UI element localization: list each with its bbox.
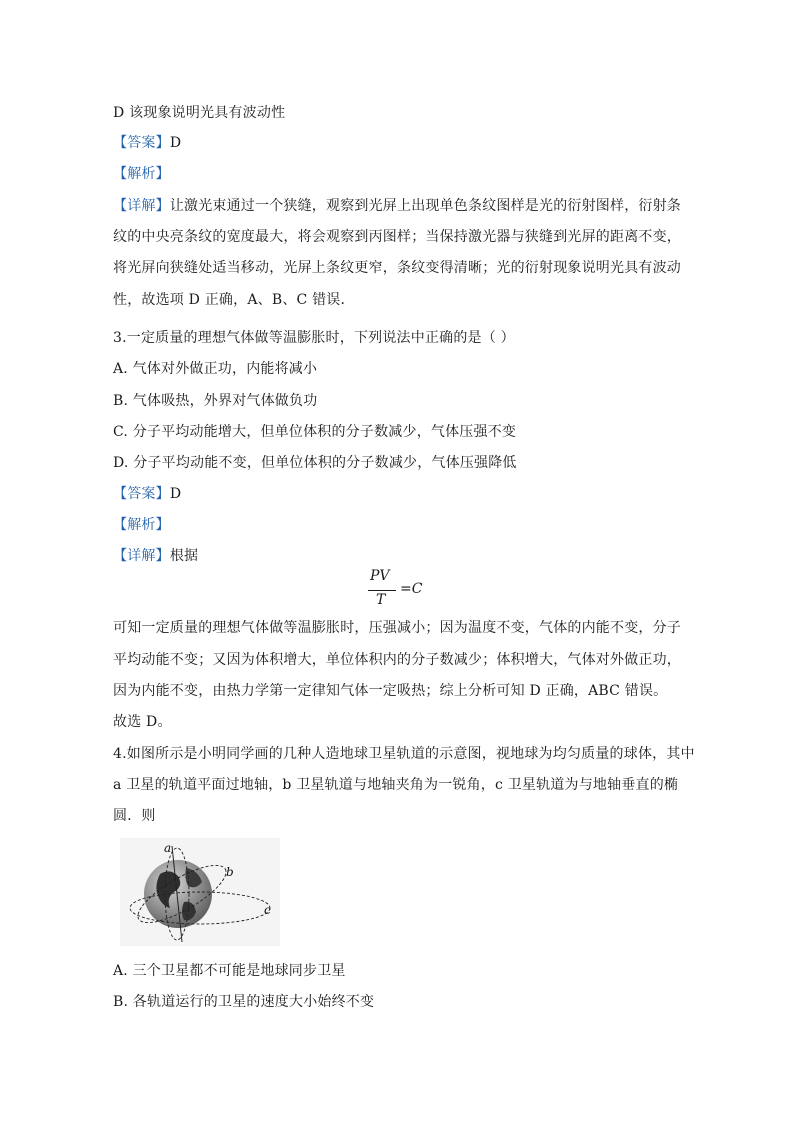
- text-line: [113, 515, 170, 535]
- text-line: [113, 712, 172, 732]
- text-line: [113, 484, 181, 504]
- line-text: 性，故选项 D 正确，A、B、C 错误．: [113, 292, 355, 308]
- satellite-orbits-figure: [120, 838, 280, 946]
- line-text: 因为内能不变，由热力学第一定律知气体一定吸热；综上分析可知 D 正确，ABC 错误。: [113, 683, 668, 699]
- formula-numerator: PV: [370, 568, 390, 584]
- line-text: A. 气体对外做正功，内能将减小: [113, 361, 318, 377]
- ideal-gas-formula: [366, 568, 430, 616]
- text-line: [113, 103, 285, 123]
- line-text: 故选 D。: [113, 714, 172, 730]
- text-line: [113, 227, 681, 247]
- text-line: [113, 546, 198, 566]
- line-text: a 卫星的轨道平面过地轴，b 卫星轨道与地轴夹角为一锐角，c 卫星轨道为与地轴垂直的椭: [113, 777, 679, 793]
- text-line: [113, 806, 156, 826]
- line-text: B. 气体吸热，外界对气体做负功: [113, 393, 318, 409]
- line-text: D 该现象说明光具有波动性: [113, 105, 286, 121]
- section-tag: 【答案】: [113, 135, 170, 151]
- text-line: [113, 422, 516, 442]
- line-text: 4.如图所示是小明同学画的几种人造地球卫星轨道的示意图，视地球为均匀质量的球体，其中: [113, 746, 695, 762]
- line-text: C. 分子平均动能增大，但单位体积的分子数减少，气体压强不变: [113, 424, 517, 440]
- text-line: [113, 290, 355, 310]
- figure-label-b: b: [226, 865, 234, 879]
- text-line: [113, 133, 181, 153]
- section-tag: 【答案】: [113, 486, 170, 502]
- line-text: D: [169, 135, 182, 151]
- figure-label-a: a: [164, 841, 172, 855]
- text-line: [113, 681, 667, 701]
- text-line: [113, 775, 678, 795]
- section-tag: 【详解】: [113, 198, 170, 214]
- formula-denominator: T: [376, 592, 386, 608]
- line-text: 圆．则: [113, 808, 156, 824]
- line-text: D. 分子平均动能不变，但单位体积的分子数减少，气体压强降低: [113, 455, 517, 471]
- line-text: 根据: [169, 548, 199, 564]
- text-line: [113, 744, 695, 764]
- section-tag: 【解析】: [113, 517, 170, 533]
- text-line: [113, 618, 681, 638]
- text-line: [113, 164, 170, 184]
- text-line: [113, 992, 374, 1012]
- section-tag: 【解析】: [113, 166, 170, 182]
- line-text: 纹的中央亮条纹的宽度最大，将会观察到丙图样；当保持激光器与狭缝到光屏的距离不变，: [113, 229, 681, 245]
- text-line: [113, 961, 346, 981]
- line-text: 可知一定质量的理想气体做等温膨胀时，压强减小；因为温度不变，气体的内能不变，分子: [113, 620, 681, 636]
- line-text: 3.一定质量的理想气体做等温膨胀时，下列说法中正确的是（ ）: [113, 330, 515, 346]
- section-tag: 【详解】: [113, 548, 170, 564]
- text-line: [113, 328, 515, 348]
- text-line: [113, 359, 317, 379]
- formula-rhs: =C: [400, 581, 423, 597]
- line-text: B. 各轨道运行的卫星的速度大小始终不变: [113, 994, 375, 1010]
- line-text: 平均动能不变；又因为体积增大，单位体积内的分子数减少；体积增大，气体对外做正功，: [113, 652, 681, 668]
- text-line: [113, 196, 681, 216]
- line-text: D: [169, 486, 182, 502]
- text-line: [113, 453, 517, 473]
- text-line: [113, 258, 681, 278]
- line-text: A. 三个卫星都不可能是地球同步卫星: [113, 963, 346, 979]
- fraction-bar: [368, 590, 396, 591]
- text-line: [113, 650, 681, 670]
- figure-label-c: c: [264, 903, 271, 917]
- line-text: 让激光束通过一个狭缝，观察到光屏上出现单色条纹图样是光的衍射图样，衍射条: [169, 198, 682, 214]
- text-line: [113, 391, 317, 411]
- line-text: 将光屏向狭缝处适当移动，光屏上条纹更窄，条纹变得清晰；光的衍射现象说明光具有波动: [113, 260, 681, 276]
